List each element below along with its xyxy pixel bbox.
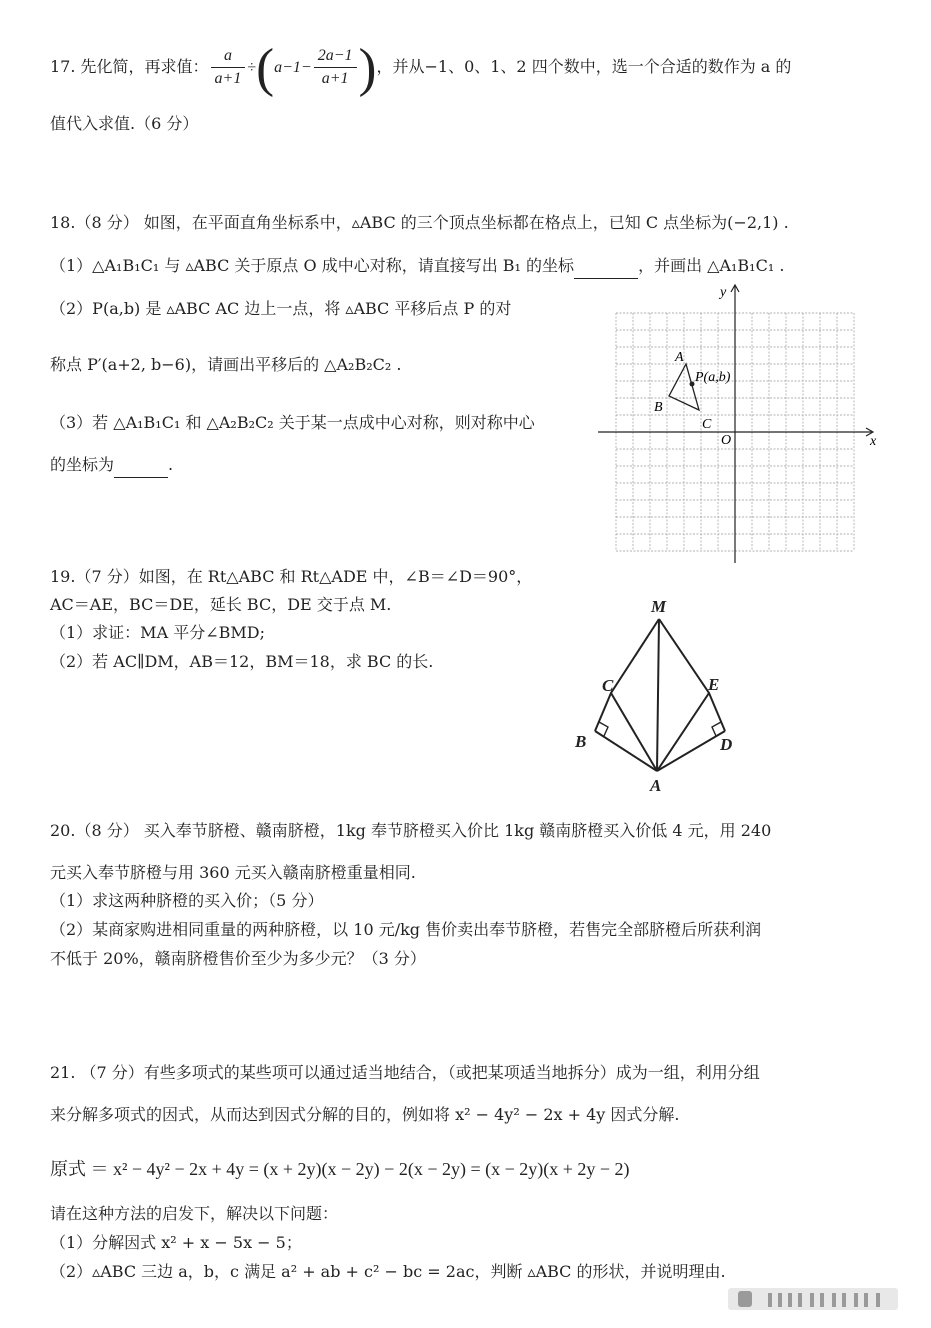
q20-line2: 元买入奉节脐橙与用 360 元买入赣南脐橙重量相同. (50, 863, 416, 882)
q20-line4: （2）某商家购进相同重量的两种脐橙，以 10 元/kg 售价卖出奉节脐橙，若售完全部脐橙后所获利润 (50, 920, 762, 939)
q18-part3-b (50, 453, 173, 478)
q18-part2-b: 称点 P′(a+2, b−6)，请画出平移后的 △A₂B₂C₂ . (50, 355, 402, 374)
point-p (690, 382, 695, 387)
q19-line2: AC＝AE，BC＝DE，延长 BC，DE 交于点 M. (50, 595, 392, 614)
q20-line5: 不低于 20%，赣南脐橙售价至少为多少元？（3 分） (50, 949, 426, 968)
q19-line4: （2）若 AC∥DM，AB＝12，BM＝18，求 BC 的长. (50, 652, 434, 671)
label-o: O (721, 433, 732, 448)
q18-part1-end: ，并画出 △A₁B₁C₁ . (638, 256, 785, 275)
bottom-watermark-bar (728, 1284, 928, 1314)
label-b: B (654, 400, 663, 415)
q18-axes (598, 285, 873, 563)
label-e: E (708, 675, 720, 694)
q21-line1: 21. （7 分）有些多项式的某些项可以通过适当地结合，（或把某项适当地拆分）成为一组，利用分组 (50, 1063, 760, 1082)
label-c: C (702, 417, 712, 432)
q17-frac1-denominator: a+1 (214, 70, 242, 87)
q17-frac2-denominator: a+1 (321, 70, 349, 87)
q19-geometry-figure (570, 594, 750, 804)
q21-line5: （1）分解因式 x² + x − 5x − 5； (50, 1233, 302, 1252)
q17-suffix: ，并从−1、0、1、2 四个数中，选一个合适的数作为 a 的 (376, 57, 792, 76)
q19-line1: 19.（7 分）如图，在 Rt△ABC 和 Rt△ADE 中，∠B＝∠D＝90°， (50, 567, 533, 586)
q17-fraction-1 (211, 45, 246, 90)
q17-paren-open: ( (256, 37, 275, 98)
q19-line3: （1）求证：MA 平分∠BMD; (50, 623, 265, 642)
q21-line4: 请在这种方法的启发下，解决以下问题： (50, 1204, 339, 1223)
label-a: A (675, 350, 684, 365)
label-m: M (651, 597, 667, 616)
line-m-c-b (595, 619, 659, 731)
q17-line1 (50, 37, 792, 98)
q21-line3: 原式 ＝ x² − 4y² − 2x + 4y = (x + 2y)(x − 2y) − 2(x − 2y) = (x − 2y)(x + 2y − 2) (50, 1159, 630, 1179)
segment-e-a (657, 693, 709, 771)
q20-line1: 20.（8 分） 买入奉节脐橙、赣南脐橙，1kg 奉节脐橙买入价比 1kg 赣南脐橙买入价低 4 元，用 240 (50, 821, 772, 840)
label-d: D (720, 735, 733, 754)
q17-divide-sign: ÷ (247, 59, 257, 76)
q18-part1-text: （1）△A₁B₁C₁ 与 ▵ABC 关于原点 O 成中心对称，请直接写出 B₁ 的坐标 (50, 256, 575, 275)
q17-frac2-numerator: 2a−1 (314, 45, 357, 68)
q20-line3: （1）求这两种脐橙的买入价；（5 分） (50, 891, 324, 910)
q18-part3-end: . (168, 455, 174, 474)
q18-part3-a: （3）若 △A₁B₁C₁ 和 △A₂B₂C₂ 关于某一点成中心对称，则对称中心 (50, 413, 535, 432)
label-p: P(a,b) (695, 370, 731, 385)
label-y: y (720, 285, 727, 300)
q17-frac1-numerator: a (211, 45, 246, 68)
q17-fraction-2 (314, 45, 357, 90)
segment-d-a (657, 731, 725, 771)
q21-line6: （2）▵ABC 三边 a，b，c 满足 a² + ab + c² − bc = 2ac，判断 ▵ABC 的形状，并说明理由. (50, 1262, 726, 1281)
q17-prefix: 17. 先化简，再求值： (50, 57, 209, 76)
q17-inner-expr: a−1− (274, 59, 312, 76)
q18-line1: 18.（8 分） 如图，在平面直角坐标系中，▵ABC 的三个顶点坐标都在格点上，已知 C 点坐标为(−2,1) . (50, 213, 789, 232)
q18-coordinate-figure (596, 283, 886, 565)
segment-b-a (595, 731, 657, 771)
label-b: B (575, 732, 587, 751)
q17-paren-close: ) (358, 37, 377, 98)
label-c: C (602, 676, 614, 695)
label-x: x (870, 434, 877, 449)
q18-part1-answer-blank (574, 254, 638, 279)
q18-part2-a: （2）P(a,b) 是 ▵ABC AC 边上一点，将 ▵ABC 平移后点 P 的对 (50, 299, 512, 318)
q18-part1 (50, 254, 784, 279)
segment-c-a (611, 693, 657, 771)
q18-part3-answer-blank (114, 453, 168, 478)
q18-part3-b-text: 的坐标为 (50, 455, 115, 474)
segment-m-a (657, 619, 659, 771)
q17-line2: 值代入求值.（6 分） (50, 114, 199, 133)
q21-line2: 来分解多项式的因式，从而达到因式分解的目的，例如将 x² − 4y² − 2x + 4y 因式分解. (50, 1105, 680, 1124)
label-a: A (650, 776, 662, 795)
